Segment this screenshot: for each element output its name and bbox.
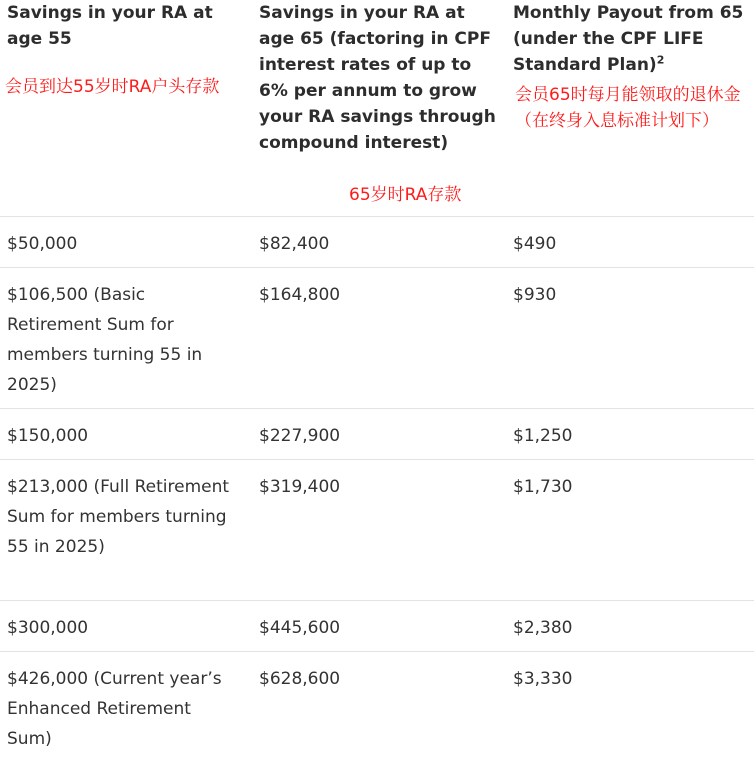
header-ra-at-65 [259, 0, 499, 205]
header-chinese-annotation: 会员到达55岁时RA户头存款 [5, 77, 220, 97]
cell-monthly-payout: $2,380 [513, 618, 573, 638]
table-row [0, 460, 754, 601]
header-title [513, 0, 753, 78]
table-header [0, 0, 754, 217]
cell-ra-at-65: $82,400 [259, 234, 330, 254]
header-chinese-annotation: 会员65时每月能领取的退休金（在终身入息标准计划下） [515, 85, 741, 131]
cell-monthly-payout: $3,330 [513, 669, 573, 689]
cell-monthly-payout: $930 [513, 285, 557, 305]
cell-ra-at-55: $150,000 [7, 426, 89, 446]
header-chinese-annotation: 65岁时RA存款 [349, 185, 462, 205]
header-title-text: Monthly Payout from 65 (under the CPF LIFE Standard Plan) [513, 3, 744, 75]
header-title: Savings in your RA at age 55 [7, 3, 213, 49]
cell-monthly-payout: $490 [513, 234, 557, 254]
cell-ra-at-55: $426,000 (Current year’s Enhanced Retirement Sum) [7, 669, 222, 749]
cell-ra-at-55: $300,000 [7, 618, 89, 638]
table-row [0, 409, 754, 460]
cell-ra-at-65: $227,900 [259, 426, 341, 446]
cell-ra-at-55: $50,000 [7, 234, 78, 254]
header-ra-at-55 [7, 0, 247, 100]
header-monthly-payout [513, 0, 753, 134]
table-row [0, 268, 754, 409]
cell-monthly-payout: $1,730 [513, 477, 573, 497]
header-title: Savings in your RA at age 65 (factoring in CPF interest rates of up to 6% per annum to grow your RA savings through compound interest) [259, 3, 496, 153]
footnote-marker: 2 [656, 53, 665, 67]
cell-ra-at-55: $213,000 (Full Retirement Sum for members turning 55 in 2025) [7, 477, 230, 557]
cell-ra-at-55: $106,500 (Basic Retirement Sum for members turning 55 in 2025) [7, 285, 203, 395]
table-row [0, 601, 754, 652]
cell-ra-at-65: $319,400 [259, 477, 341, 497]
cell-monthly-payout: $1,250 [513, 426, 573, 446]
cell-ra-at-65: $628,600 [259, 669, 341, 689]
table-row [0, 652, 754, 752]
cell-ra-at-65: $445,600 [259, 618, 341, 638]
table-row [0, 217, 754, 268]
cell-ra-at-65: $164,800 [259, 285, 341, 305]
